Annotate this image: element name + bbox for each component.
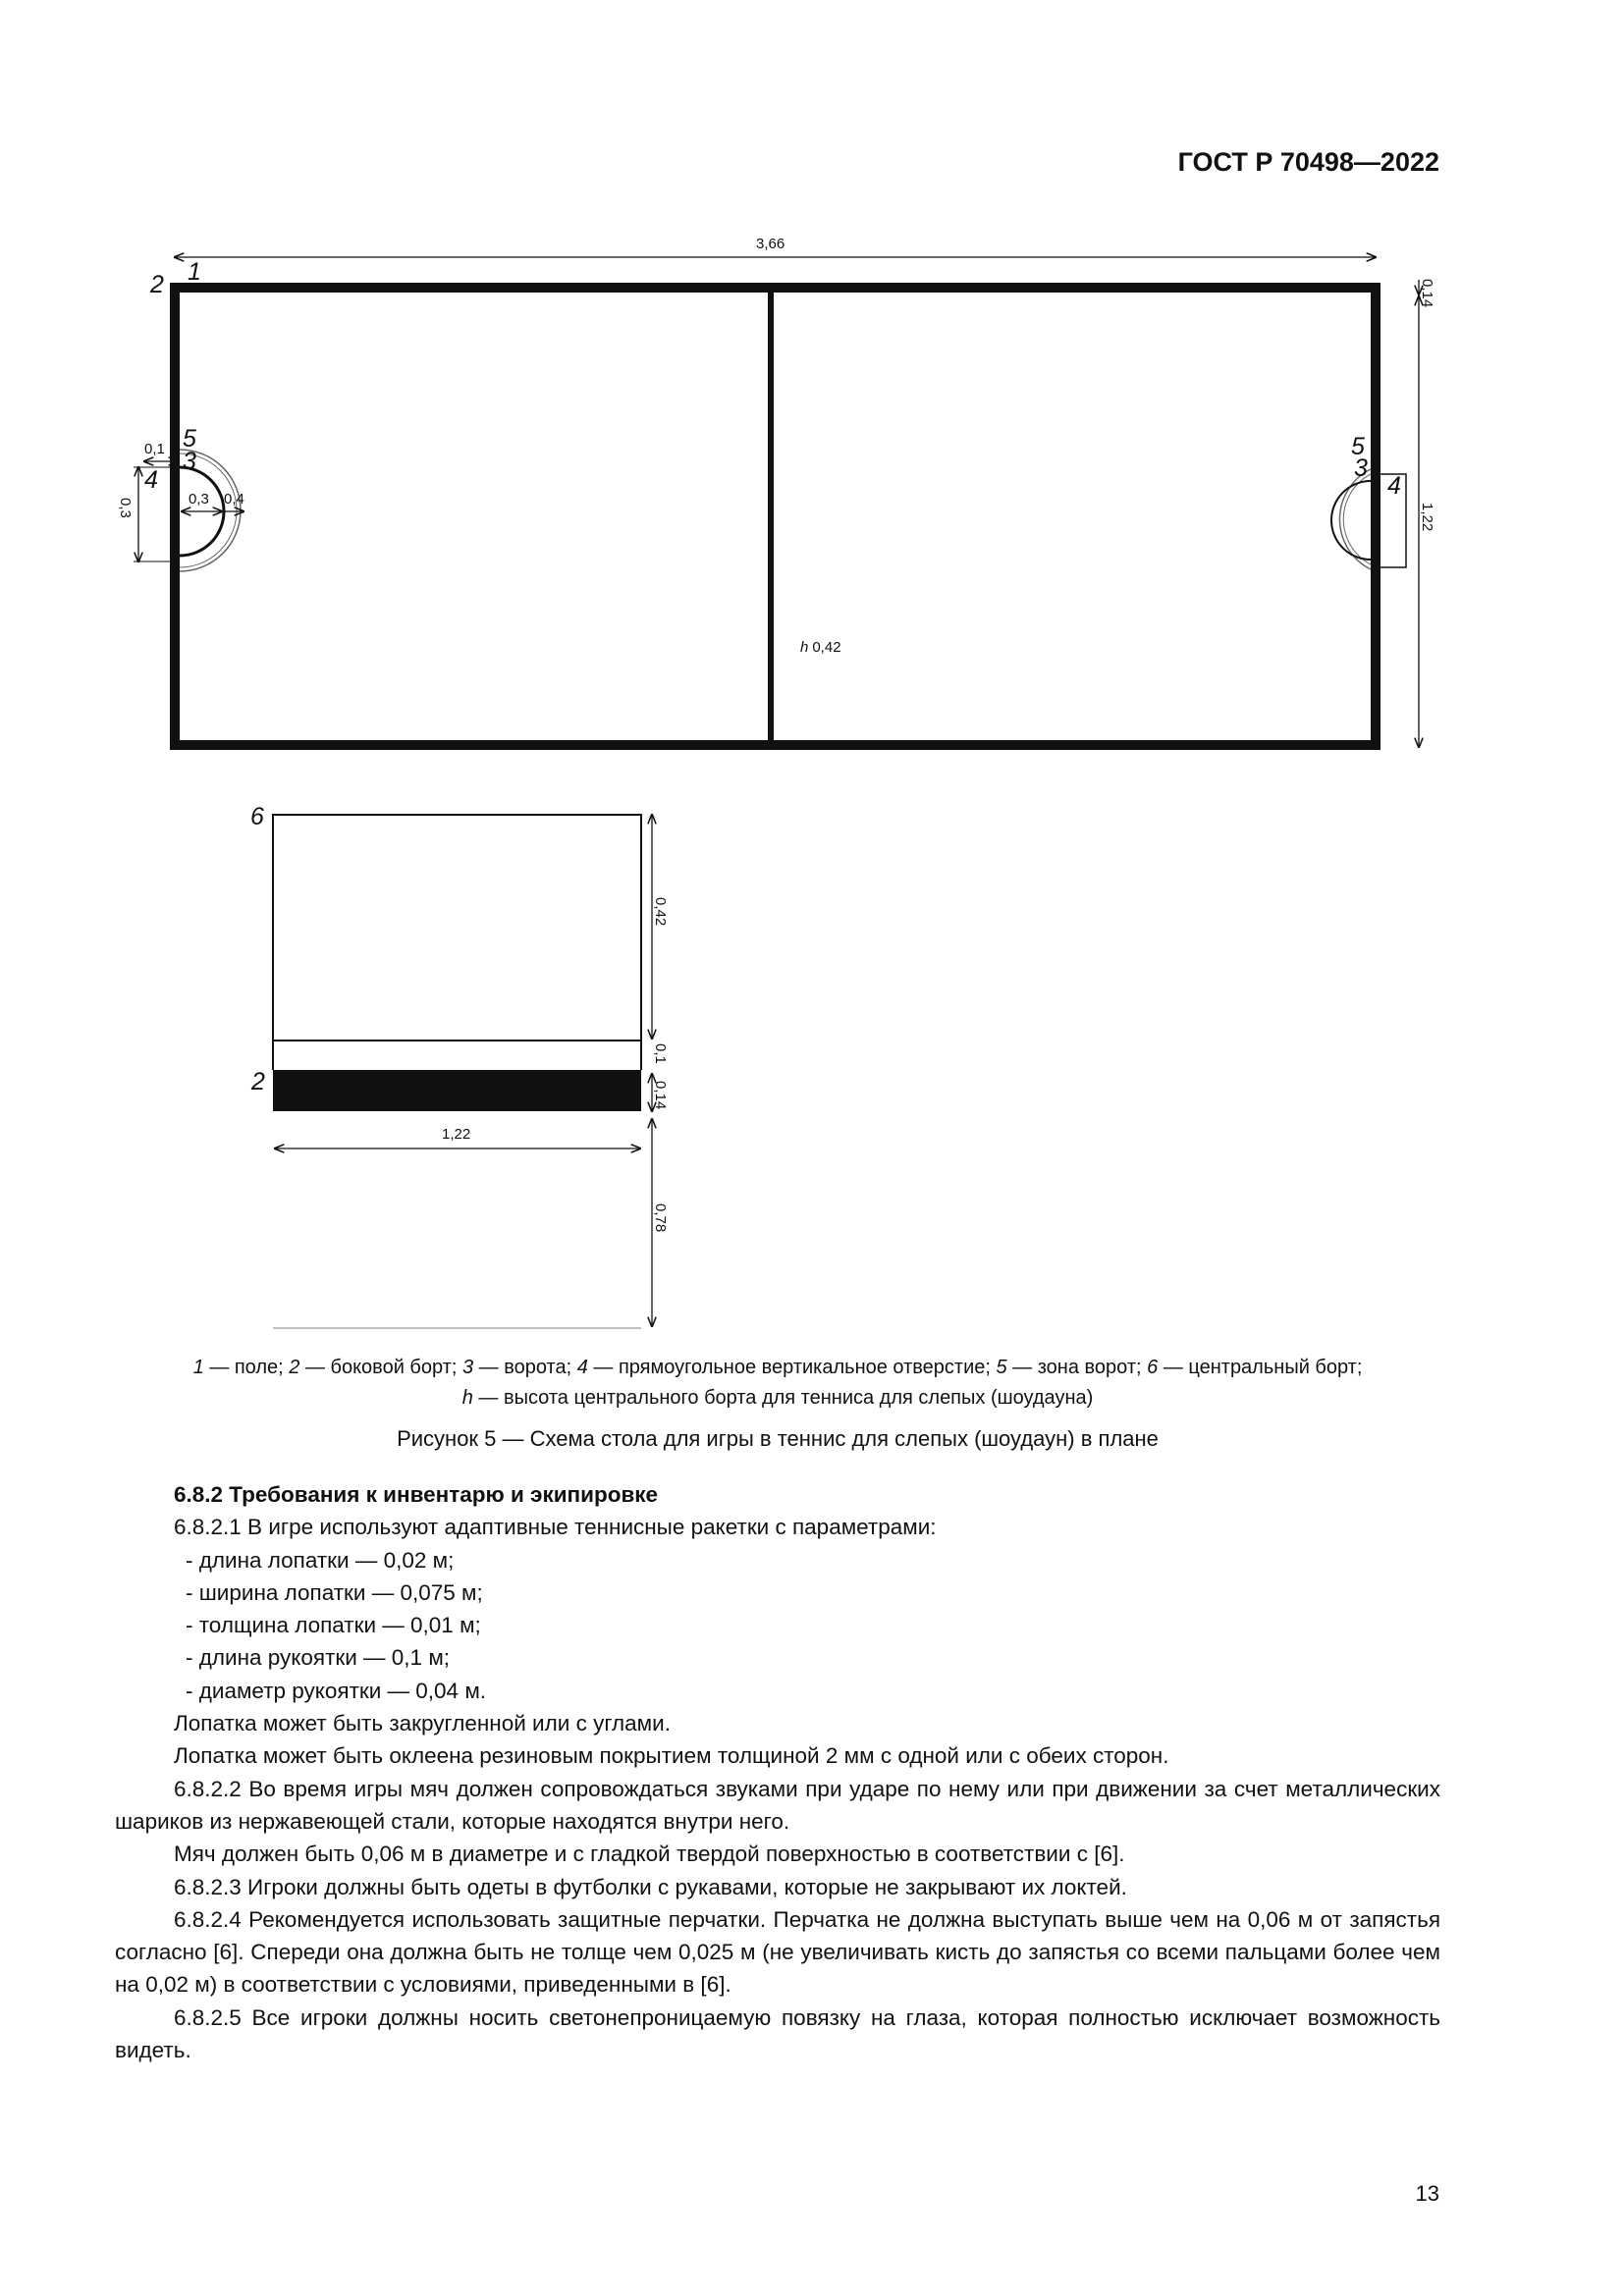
dim-total-length: 3,66 (756, 236, 785, 252)
list-item: - диаметр рукоятки — 0,04 м. (186, 1678, 487, 1703)
legend-num: 3 (461, 1357, 474, 1378)
dim-side-height: 0,14 (652, 1081, 669, 1110)
dim-width-elev: 1,22 (442, 1126, 471, 1143)
plan-view (117, 236, 1435, 747)
center-board-face (273, 815, 641, 1041)
section-6-8-2 (115, 1478, 1440, 2066)
legend-num: h (461, 1387, 473, 1409)
table-outline (175, 288, 1376, 745)
paragraph: 6.8.2.1 В игре используют адаптивные теннисные ракетки с параметрами: (174, 1515, 937, 1540)
list-item: - ширина лопатки — 0,075 м; (186, 1579, 483, 1605)
dim-hole-offset: 0,1 (144, 441, 165, 457)
label-4-left: 4 (144, 466, 158, 494)
legend-text: — прямоугольное вертикальное отверстие; (587, 1357, 997, 1378)
legend-text: — высота центрального борта для тенниса для слепых (шоудауна) (472, 1387, 1094, 1409)
figure-caption: Рисунок 5 — Схема стола для игры в теннис для слепых (шоудаун) в плане (397, 1426, 1159, 1451)
paragraph: 6.8.2.5 Все игроки должны носить светонепроницаемую повязку на глаза, которая полностью исключает возможность видеть. (115, 2004, 1440, 2063)
list-item: - толщина лопатки — 0,01 м; (186, 1613, 481, 1638)
elevation-view (250, 803, 669, 1328)
label-5-right: 5 (1351, 433, 1365, 460)
dim-center-height: 0,42 (652, 897, 669, 927)
label-4-right: 4 (1387, 472, 1401, 500)
paragraph: 6.8.2.3 Игроки должны быть одеты в футболки с рукавами, которые не закрывают их локтей. (174, 1874, 1127, 1899)
dim-table-height: 0,78 (652, 1203, 669, 1233)
figure-legend (115, 1353, 1440, 1414)
legend-text: — поле; (203, 1357, 290, 1378)
paragraph: Мяч должен быть 0,06 м в диаметре и с гладкой твердой поверхностью в соответствии с [6]. (174, 1842, 1125, 1867)
dim-goal-zone: 0,4 (224, 491, 244, 507)
label-3-right: 3 (1354, 454, 1368, 482)
legend-text: — центральный борт; (1158, 1357, 1363, 1378)
label-1: 1 (188, 258, 201, 286)
legend-num: 6 (1147, 1357, 1159, 1378)
side-board-face (273, 1070, 641, 1111)
list-item: - длина лопатки — 0,02 м; (186, 1547, 455, 1573)
dim-width-plan: 1,22 (1419, 503, 1435, 532)
legend-line-1 (115, 1353, 1440, 1383)
dim-goal-radius: 0,3 (189, 491, 209, 507)
legend-text: — зона ворот; (1006, 1357, 1148, 1378)
section-heading: 6.8.2 Требования к инвентарю и экипировке (174, 1482, 659, 1507)
legend-num: 5 (996, 1357, 1007, 1378)
label-3-left: 3 (183, 448, 196, 475)
document-header: ГОСТ Р 70498—2022 (1177, 147, 1439, 177)
dim-hole-height: 0,3 (117, 498, 134, 518)
legend-num: 2 (289, 1357, 300, 1378)
label-2-elev: 2 (251, 1068, 265, 1095)
label-2-plan: 2 (150, 271, 164, 298)
label-5-left: 5 (183, 425, 196, 453)
label-h-height: h 0,42 (800, 639, 841, 656)
paragraph: Лопатка может быть закругленной или с углами. (174, 1711, 671, 1736)
legend-text: — ворота; (473, 1357, 577, 1378)
dim-gap: 0,1 (652, 1043, 669, 1064)
page-number: 13 (1415, 2181, 1439, 2206)
legend-num: 4 (576, 1357, 588, 1378)
legend-text: — боковой борт; (299, 1357, 462, 1378)
paragraph: 6.8.2.4 Рекомендуется использовать защитные перчатки. Перчатка не должна выступать выше чем на 0,06 м от запястья согласно [6]. Спереди она должна быть не толще чем 0,025 м (не увеличивать кисть до запястья со всеми пальцами более чем на 0,02 м) в соответствии с условиями, приведенными в [6]. (115, 1906, 1440, 1998)
legend-num: 1 (192, 1357, 204, 1378)
legend-line-2 (115, 1383, 1440, 1414)
label-6: 6 (250, 803, 264, 830)
paragraph: Лопатка может быть оклеена резиновым покрытием толщиной 2 мм с одной или с обеих сторон. (174, 1743, 1169, 1769)
paragraph: 6.8.2.2 Во время игры мяч должен сопровождаться звуками при ударе по нему или при движении за счет металлических шариков из нержавеющей стали, которые находятся внутри него. (115, 1776, 1440, 1834)
list-item: - длина рукоятки — 0,1 м; (186, 1645, 451, 1671)
dim-side-thickness: 0,14 (1419, 279, 1435, 308)
